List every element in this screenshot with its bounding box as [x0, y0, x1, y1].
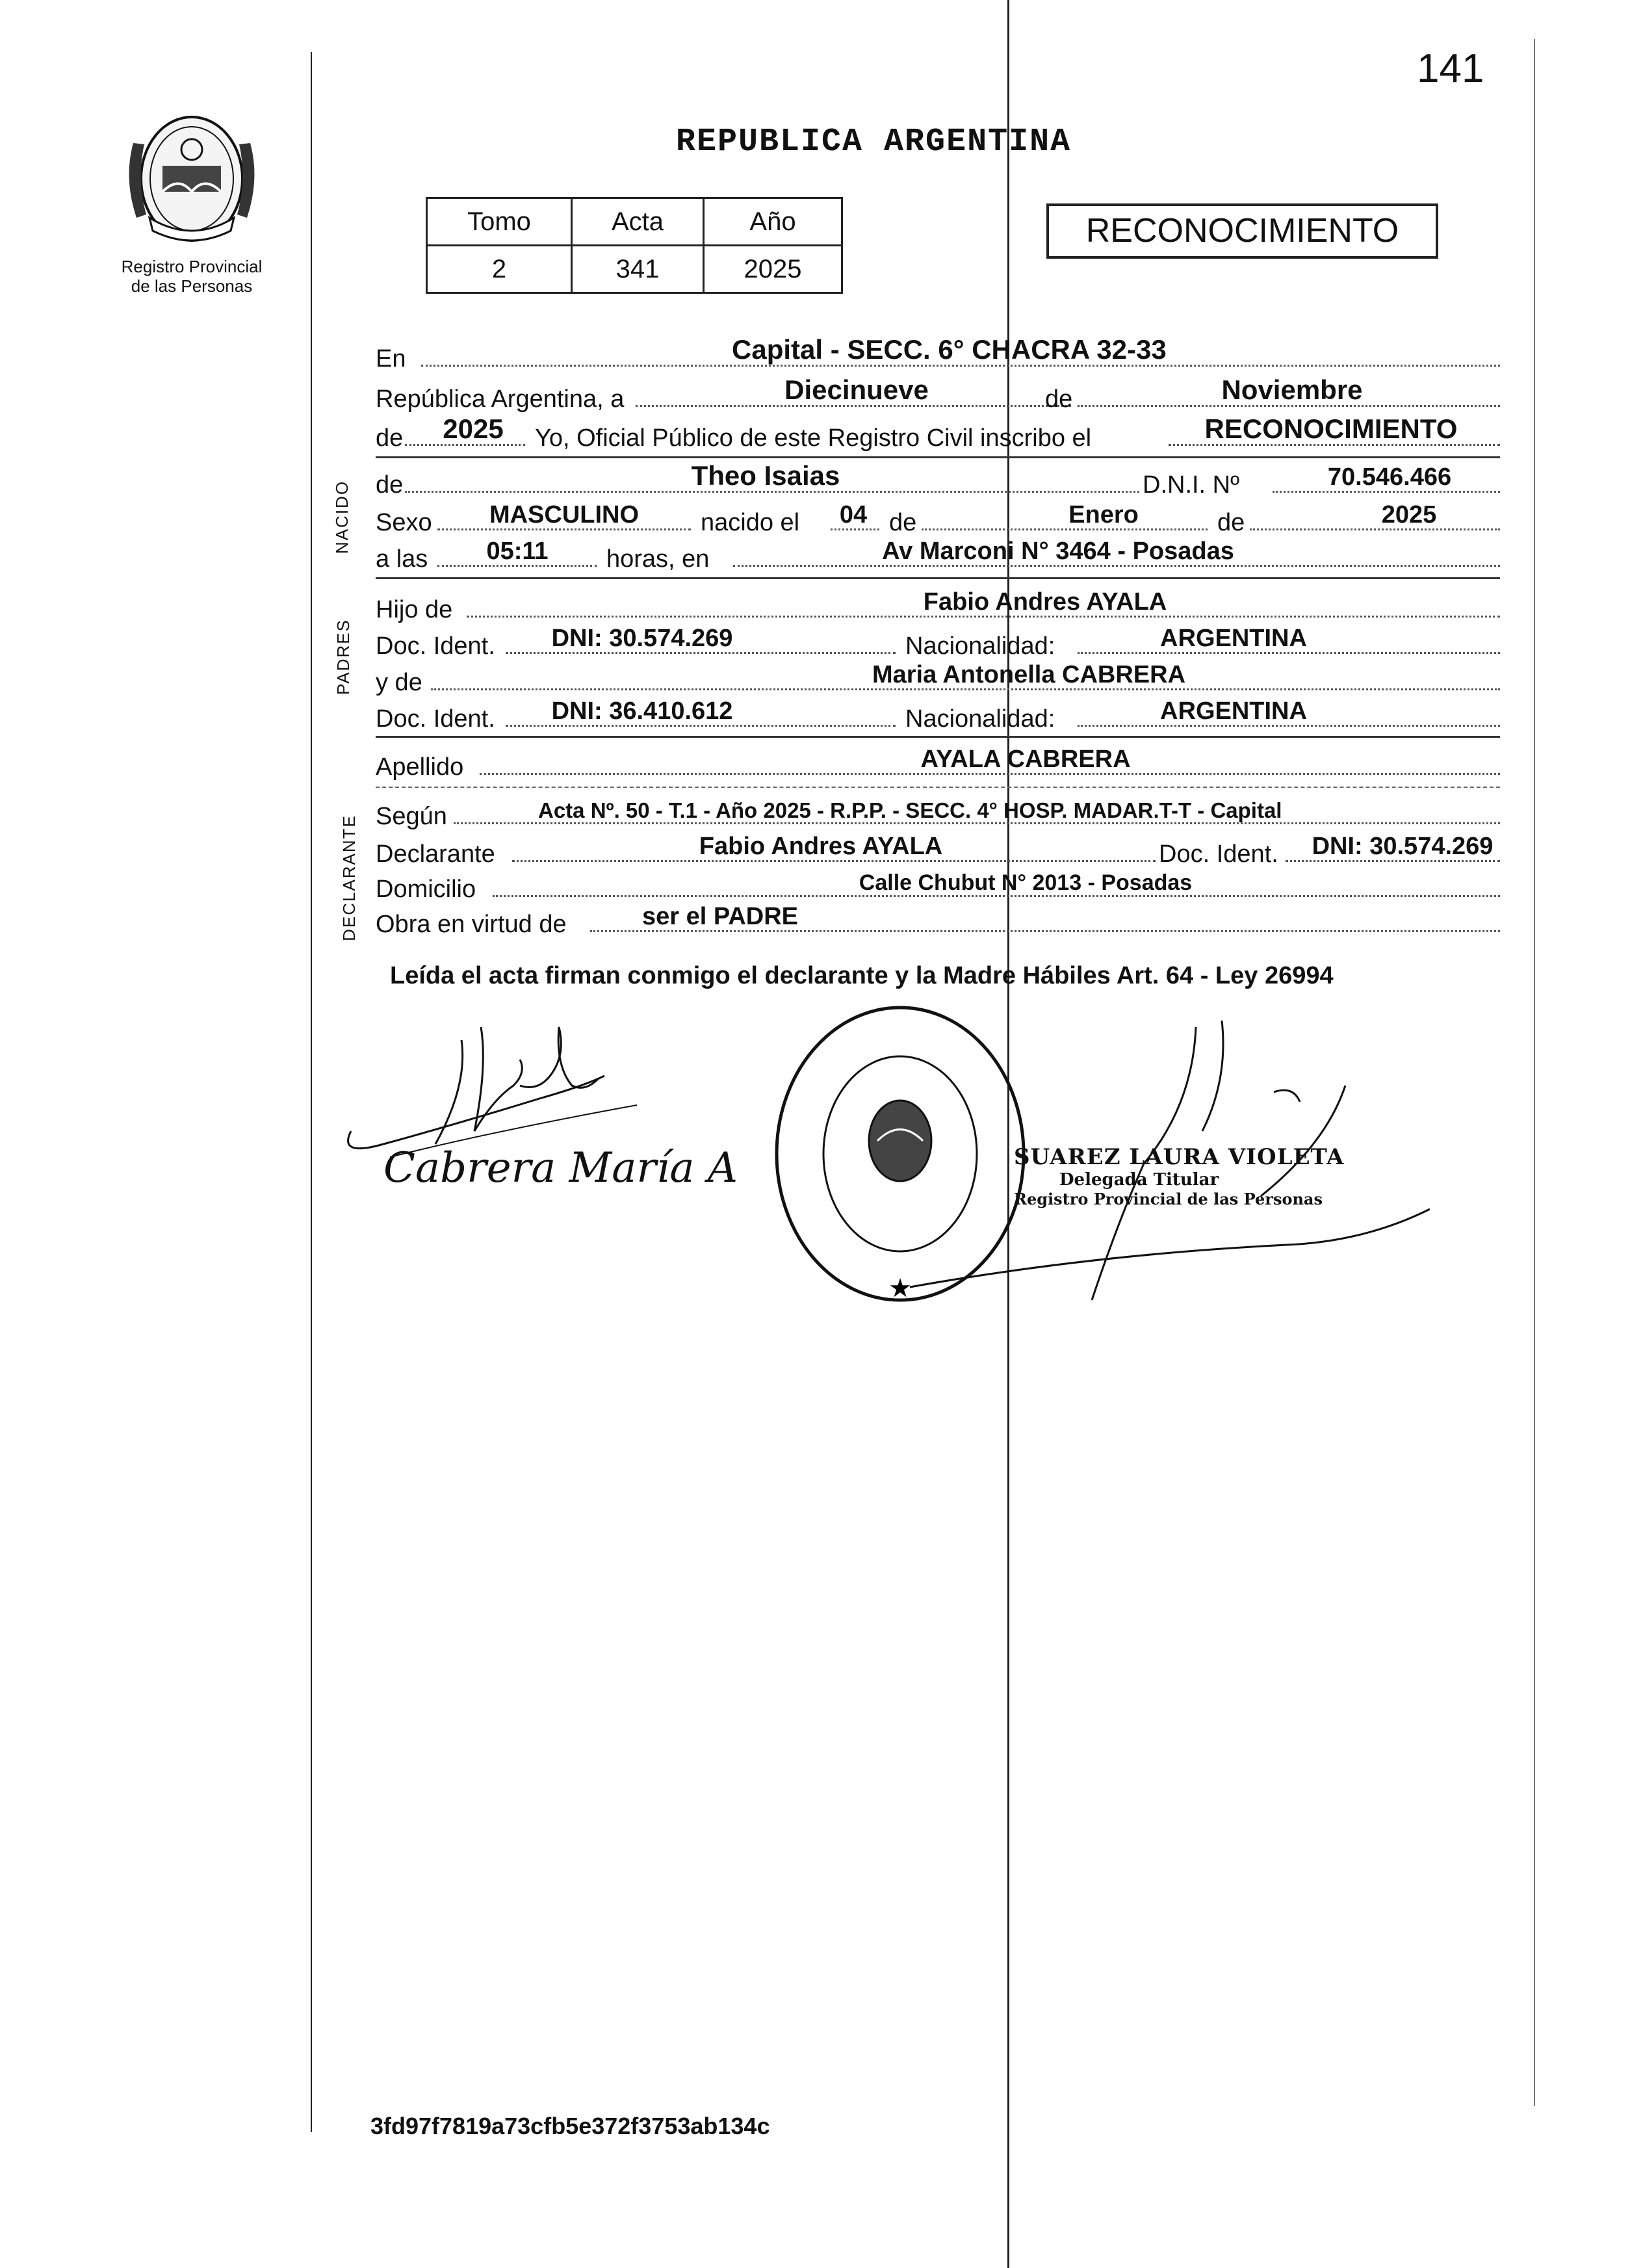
value-declarante: Fabio Andres AYALA	[699, 833, 943, 860]
value-apellido: AYALA CABRERA	[920, 746, 1131, 773]
value-day: Diecinueve	[784, 374, 929, 405]
acta-value-anio: 2025	[704, 246, 842, 293]
value-father-nationality: ARGENTINA	[1160, 625, 1307, 652]
page-number: 141	[1417, 46, 1484, 91]
label-de-birth-year: de	[1217, 509, 1245, 536]
field-obra	[376, 902, 1500, 939]
separator-1	[376, 456, 1500, 458]
official-block	[1014, 1144, 1344, 1208]
closing-statement: Leída el acta firman conmigo el declarante y la Madre Hábiles Art. 64 - Ley 26994	[390, 962, 1334, 989]
label-nacido-de: de	[376, 471, 404, 499]
value-mother-dni: DNI: 36.410.612	[551, 697, 733, 725]
value-child-dni: 70.546.466	[1327, 463, 1452, 491]
value-sexo: MASCULINO	[489, 501, 640, 528]
label-republica: República Argentina, a	[376, 385, 625, 413]
label-doc-ident-mother: Doc. Ident.	[376, 705, 495, 733]
official-role: Delegada Titular	[1059, 1170, 1219, 1190]
label-en: En	[376, 345, 406, 372]
field-sexo	[376, 501, 1500, 537]
left-margin-rule	[311, 52, 312, 2132]
label-a-las: a las	[376, 545, 428, 573]
label-nacionalidad-father: Nacionalidad:	[905, 632, 1055, 660]
separator-2	[376, 577, 1500, 579]
side-label-nacido: NACIDO	[332, 480, 352, 554]
value-birth-year: 2025	[1381, 501, 1437, 528]
official-name: SUAREZ LAURA VIOLETA	[1014, 1144, 1345, 1170]
side-label-declarante: DECLARANTE	[339, 815, 359, 941]
svg-text:★: ★	[888, 1273, 912, 1303]
label-hijo-de: Hijo de	[376, 596, 453, 623]
value-father-dni: DNI: 30.574.269	[551, 625, 733, 652]
label-dni: D.N.I. Nº	[1143, 471, 1239, 499]
field-doc-father	[376, 624, 1500, 660]
label-nacionalidad-mother: Nacionalidad:	[905, 705, 1055, 733]
field-republica	[376, 374, 1500, 413]
separator-3	[376, 736, 1500, 738]
value-birth-month: Enero	[1068, 501, 1139, 528]
document-title: REPUBLICA ARGENTINA	[676, 124, 1072, 161]
label-domicilio: Domicilio	[376, 876, 476, 903]
value-father-name: Fabio Andres AYALA	[923, 588, 1167, 616]
field-segun	[376, 794, 1500, 831]
field-hijo-de	[376, 588, 1500, 624]
label-segun: Según	[376, 803, 447, 830]
label-declarante: Declarante	[376, 841, 495, 868]
right-margin-rule	[1534, 39, 1535, 2106]
logo-caption-line2: de las Personas	[131, 276, 253, 296]
value-mother-name: Maria Antonella CABRERA	[872, 661, 1186, 688]
value-declarante-dni: DNI: 30.574.269	[1312, 833, 1494, 860]
value-month: Noviembre	[1221, 374, 1363, 405]
value-mother-nationality: ARGENTINA	[1160, 697, 1307, 725]
acta-table	[426, 197, 843, 294]
value-birth-day: 04	[839, 501, 868, 528]
value-birth-place: Av Marconi N° 3464 - Posadas	[882, 538, 1234, 565]
acta-header-tomo: Tomo	[427, 198, 572, 246]
value-segun: Acta Nº. 50 - T.1 - Año 2025 - R.P.P. - SECC. 4° HOSP. MADAR.T-T - Capital	[538, 798, 1282, 822]
value-reconocimiento: RECONOCIMIENTO	[1204, 413, 1458, 444]
acta-value-tomo: 2	[427, 246, 572, 293]
field-hora	[376, 537, 1500, 573]
seal-icon	[117, 104, 266, 254]
acta-header-acta: Acta	[572, 198, 704, 246]
label-de-year: de	[376, 424, 404, 452]
acta-table-header-row	[427, 198, 842, 246]
value-obra: ser el PADRE	[641, 903, 799, 930]
field-declarante	[376, 832, 1500, 868]
official-org: Registro Provincial de las Personas	[1014, 1190, 1323, 1208]
text-oficial: Yo, Oficial Público de este Registro Civil inscribo el	[535, 424, 1092, 452]
acta-value-acta: 341	[572, 246, 704, 293]
label-y-de: y de	[376, 669, 422, 696]
label-doc-ident-father: Doc. Ident.	[376, 632, 495, 660]
side-label-padres: PADRES	[333, 619, 353, 695]
label-obra: Obra en virtud de	[376, 911, 567, 938]
acta-table-value-row	[427, 246, 842, 293]
mother-signature: Cabrera María A	[383, 1144, 738, 1192]
field-nacido-de	[376, 460, 1500, 499]
province-seal-logo	[117, 104, 266, 254]
field-doc-mother	[376, 697, 1500, 733]
document-hash: 3fd97f7819a73cfb5e372f3753ab134c	[370, 2113, 770, 2139]
value-child-name: Theo Isaias	[691, 460, 840, 491]
logo-caption-line1: Registro Provincial	[121, 257, 263, 276]
label-apellido: Apellido	[376, 753, 464, 781]
label-horas-en: horas, en	[606, 545, 710, 573]
acta-header-anio: Año	[704, 198, 842, 246]
label-de-month: de	[1045, 385, 1073, 413]
field-apellido	[376, 745, 1500, 781]
value-en: Capital - SECC. 6° CHACRA 32-33	[732, 334, 1167, 365]
label-declarante-doc: Doc. Ident.	[1159, 841, 1278, 868]
logo-caption	[101, 257, 283, 296]
field-en	[376, 334, 1500, 373]
field-domicilio	[376, 867, 1500, 904]
value-hora: 05:11	[486, 538, 549, 565]
separator-4	[376, 787, 1500, 788]
value-domicilio: Calle Chubut N° 2013 - Posadas	[859, 870, 1193, 895]
document-type-box: RECONOCIMIENTO	[1046, 203, 1438, 259]
label-de-birth-month: de	[889, 509, 917, 536]
value-year: 2025	[443, 413, 504, 444]
label-nacido-el: nacido el	[701, 509, 800, 536]
field-y-de	[376, 660, 1500, 697]
field-year-line	[376, 413, 1500, 452]
label-sexo: Sexo	[376, 509, 432, 536]
